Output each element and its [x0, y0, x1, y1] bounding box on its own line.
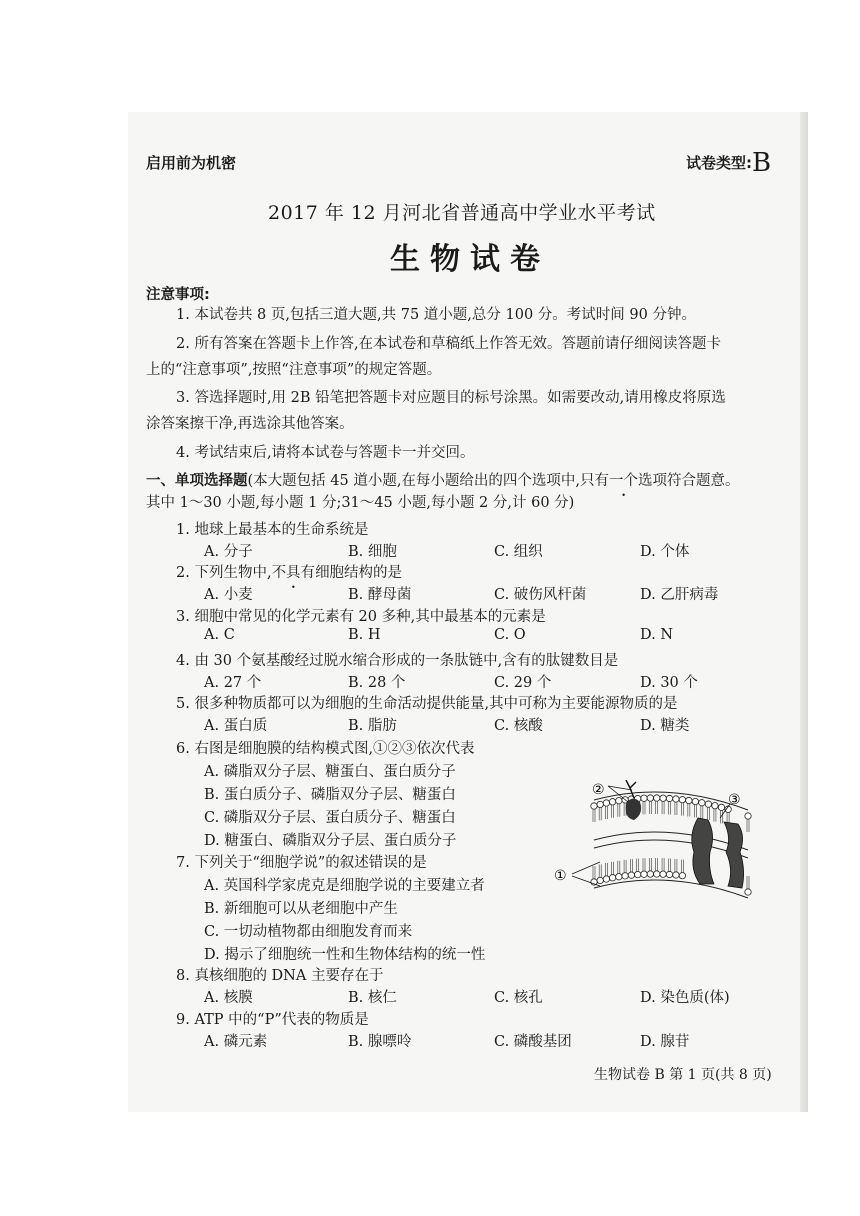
phospholipid-head [679, 872, 685, 878]
paper-type-value: B [752, 148, 772, 178]
q4-option-d: D. 30 个 [640, 675, 698, 691]
cell-membrane-diagram [548, 780, 758, 900]
subject-title: 生物试卷 [390, 242, 550, 277]
section-instruction-line2: 其中 1～30 小题,每小题 1 分;31～45 小题,每小题 2 分,计 60 分) [146, 495, 575, 511]
phospholipid-head [718, 804, 724, 810]
note-2: 2. 所有答案在答题卡上作答,在本试卷和草稿纸上作答无效。答题前请仔细阅读答题卡 [176, 336, 722, 352]
question-9-stem: 9. ATP 中的“P”代表的物质是 [176, 1012, 369, 1028]
phospholipid-head [666, 871, 672, 877]
q3-option-b: B. H [348, 627, 381, 643]
phospholipid-head [622, 873, 628, 879]
q9-option-d: D. 腺苷 [640, 1034, 690, 1050]
q4-option-c: C. 29 个 [494, 675, 552, 691]
pointer-line-1a [572, 862, 600, 874]
q2-stem-b: 细胞结构的是 [315, 565, 403, 581]
q2-option-b: B. 酵母菌 [348, 587, 412, 603]
pointer-line-2 [608, 786, 632, 790]
phospholipid-head [679, 796, 685, 802]
q3-option-a: A. C [204, 627, 235, 643]
q2-option-a: A. 小麦 [204, 587, 253, 603]
q5-option-c: C. 核酸 [494, 718, 543, 734]
question-4-stem: 4. 由 30 个氨基酸经过脱水缩合形成的一条肽链中,含有的肽键数目是 [176, 653, 619, 669]
q9-option-b: B. 腺嘌呤 [348, 1034, 412, 1050]
q5-option-b: B. 脂肪 [348, 718, 397, 734]
note-3: 3. 答选择题时,用 2B 铅笔把答题卡对应题目的标号涂黑。如需要改动,请用橡皮将原选 [176, 390, 726, 406]
q1-option-b: B. 细胞 [348, 544, 397, 560]
phospholipid-head [699, 800, 705, 806]
section-instruction-a: (本大题包括 45 道小题,在每小题给出的四个选项中,只有 [247, 473, 610, 489]
q8-option-a: A. 核膜 [204, 990, 253, 1006]
paper-type [686, 148, 771, 178]
q4-option-a: A. 27 个 [204, 675, 262, 691]
note-3-cont: 涂答案擦干净,再选涂其他答案。 [146, 416, 354, 432]
q1-option-d: D. 个体 [640, 544, 690, 560]
channel-protein [692, 818, 744, 888]
q2-stem-emph: 不具有 [271, 565, 316, 581]
q3-option-c: C. O [494, 627, 526, 643]
phospholipid-head [591, 803, 597, 809]
phospholipid-head [641, 871, 647, 877]
phospholipid-head [628, 872, 634, 878]
phospholipid-head [609, 875, 615, 881]
phospholipid-head [647, 795, 653, 801]
note-1: 1. 本试卷共 8 页,包括三道大题,共 75 道小题,总分 100 分。考试时间 90 分钟。 [176, 307, 696, 323]
note-4: 4. 考试结束后,请将本试卷与答题卡一并交回。 [176, 445, 475, 461]
q8-option-b: B. 核仁 [348, 990, 397, 1006]
section-title: 一、单项选择题 [146, 473, 248, 489]
q6-option-c: C. 磷脂双分子层、蛋白质分子、糖蛋白 [204, 810, 456, 826]
note-2-cont: 上的“注意事项”,按照“注意事项”的规定答题。 [146, 362, 442, 378]
question-5-stem: 5. 很多种物质都可以为细胞的生命活动提供能量,其中可称为主要能源物质的是 [176, 696, 678, 712]
question-8-stem: 8. 真核细胞的 DNA 主要存在于 [176, 968, 384, 984]
page-footer: 生物试卷 B 第 1 页(共 8 页) [594, 1067, 772, 1083]
q3-option-d: D. N [640, 627, 674, 643]
phospholipid-head [666, 795, 672, 801]
q7-option-a: A. 英国科学家虎克是细胞学说的主要建立者 [204, 878, 485, 894]
exam-title: 2017 年 12 月河北省普通高中学业水平考试 [268, 202, 656, 224]
q6-option-b: B. 蛋白质分子、磷脂双分子层、糖蛋白 [204, 787, 456, 803]
section-instruction-b: 选项符合题意。 [638, 473, 740, 489]
phospholipid-head [660, 795, 666, 801]
phospholipid-head [616, 874, 622, 880]
confidential-label: 启用前为机密 [146, 154, 237, 172]
q1-option-a: A. 分子 [204, 544, 253, 560]
page-edge-shadow [800, 112, 808, 1112]
phospholipid-head [634, 871, 640, 877]
phospholipid-head [705, 801, 711, 807]
phospholipid-head [654, 871, 660, 877]
phospholipid-head [641, 795, 647, 801]
q7-option-d: D. 揭示了细胞统一性和生物体结构的统一性 [204, 947, 486, 963]
q2-stem-a: 2. 下列生物中, [176, 565, 272, 581]
phospholipid-head [597, 877, 603, 883]
q7-option-b: B. 新细胞可以从老细胞中产生 [204, 901, 398, 917]
q8-option-c: C. 核孔 [494, 990, 543, 1006]
phospholipid-head [647, 871, 653, 877]
phospholipid-head [745, 889, 751, 895]
phospholipid-head [597, 801, 603, 807]
question-3-stem: 3. 细胞中常见的化学元素有 20 多种,其中最基本的元素是 [176, 609, 546, 625]
phospholipid-head [603, 800, 609, 806]
phospholipid-head [712, 802, 718, 808]
question-1-stem: 1. 地球上最基本的生命系统是 [176, 522, 369, 538]
figure-label-2: ② [592, 782, 605, 798]
phospholipid-head [609, 799, 615, 805]
q6-option-a: A. 磷脂双分子层、糖蛋白、蛋白质分子 [204, 764, 456, 780]
q9-option-c: C. 磷酸基团 [494, 1034, 572, 1050]
phospholipid-head [745, 813, 751, 819]
phospholipid-head [673, 872, 679, 878]
q5-option-a: A. 蛋白质 [204, 718, 268, 734]
question-6-stem: 6. 右图是细胞膜的结构模式图,①②③依次代表 [176, 741, 475, 757]
phospholipid-head [660, 871, 666, 877]
phospholipid-head [616, 798, 622, 804]
q5-option-d: D. 糖类 [640, 718, 690, 734]
paper-type-label: 试卷类型: [686, 154, 752, 172]
question-7-stem: 7. 下列关于“细胞学说”的叙述错误的是 [176, 855, 427, 871]
phospholipid-head [603, 876, 609, 882]
q2-option-c: C. 破伤风杆菌 [494, 587, 587, 603]
q9-option-a: A. 磷元素 [204, 1034, 268, 1050]
phospholipid-head [692, 798, 698, 804]
q2-option-d: D. 乙肝病毒 [640, 587, 719, 603]
phospholipid-head [673, 796, 679, 802]
q6-option-d: D. 糖蛋白、磷脂双分子层、蛋白质分子 [204, 833, 457, 849]
q4-option-b: B. 28 个 [348, 675, 406, 691]
q8-option-d: D. 染色质(体) [640, 990, 730, 1006]
figure-label-1: ① [554, 868, 567, 884]
phospholipid-head [686, 797, 692, 803]
question-2-stem [176, 561, 402, 582]
q1-option-c: C. 组织 [494, 544, 543, 560]
notes-heading: 注意事项: [146, 287, 210, 303]
section-instruction-emph: 一个 [609, 473, 639, 489]
q7-option-c: C. 一切动植物都由细胞发育而来 [204, 924, 413, 940]
phospholipid-head [654, 795, 660, 801]
section-heading [146, 471, 740, 491]
figure-label-3: ③ [728, 792, 741, 808]
